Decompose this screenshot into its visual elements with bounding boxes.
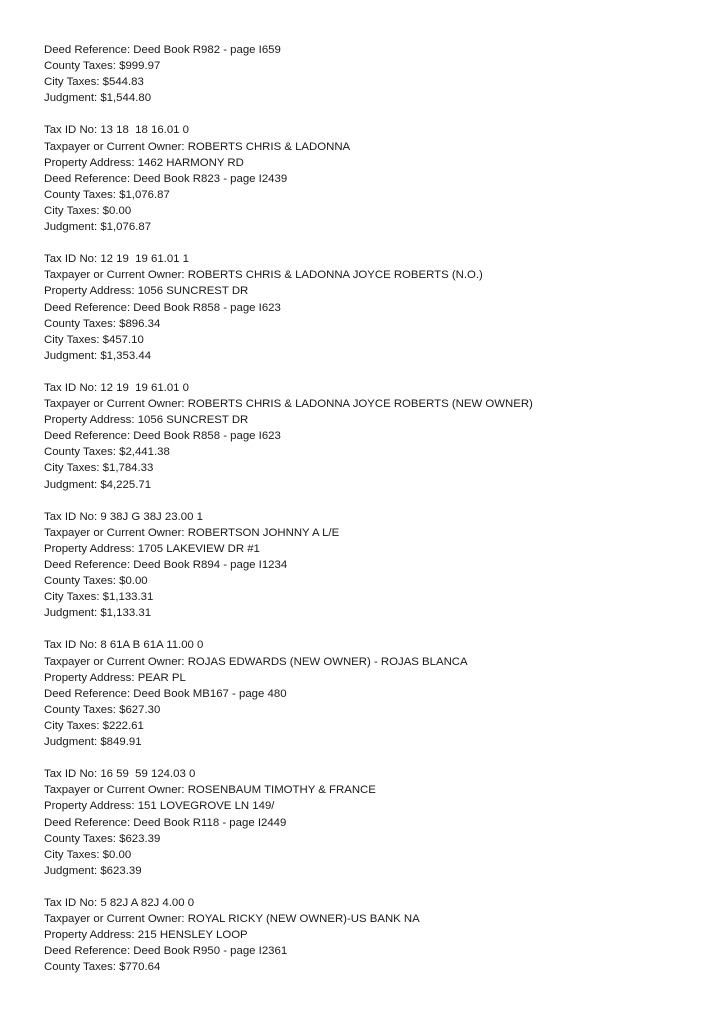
tax-id: Tax ID No: 9 38J G 38J 23.00 1 [44,510,203,523]
property-address: Property Address: 1056 SUNCREST DR [44,285,249,298]
tax-record [44,637,704,750]
tax-record [44,122,704,235]
county-taxes: County Taxes: $1,076.87 [44,188,170,201]
tax-id: Tax ID No: 13 18 18 16.01 0 [44,124,190,137]
deed-reference: Deed Reference: Deed Book R982 - page I659 [44,44,281,56]
judgment: Judgment: $4,225.71 [44,478,152,491]
deed-reference: Deed Reference: Deed Book R894 - page I1234 [44,559,288,571]
tax-id: Tax ID No: 12 19 19 61.01 1 [44,253,190,266]
county-taxes: County Taxes: $2,441.38 [44,446,170,459]
tax-record [44,509,704,622]
county-taxes: County Taxes: $896.34 [44,317,161,330]
city-taxes: City Taxes: $544.83 [44,76,144,89]
property-address: Property Address: 1705 LAKEVIEW DR #1 [44,542,260,555]
property-address: Property Address: 215 HENSLEY LOOP [44,929,248,942]
tax-id: Tax ID No: 8 61A B 61A 11.00 0 [44,639,204,652]
deed-reference: Deed Reference: Deed Book R823 - page I2439 [44,172,288,185]
taxpayer-owner: Taxpayer or Current Owner: ROBERTS CHRIS & LADONNA JOYCE ROBERTS (N.O.) [44,269,483,282]
city-taxes: City Taxes: $0.00 [44,204,132,217]
tax-record [44,380,704,493]
taxpayer-owner: Taxpayer or Current Owner: ROYAL RICKY (NEW OWNER)-US BANK NA [44,913,420,926]
taxpayer-owner: Taxpayer or Current Owner: ROBERTS CHRIS & LADONNA [44,140,351,153]
county-taxes: County Taxes: $627.30 [44,703,161,716]
tax-record [44,895,704,975]
deed-reference: Deed Reference: Deed Book R858 - page I623 [44,430,281,443]
judgment: Judgment: $1,076.87 [44,221,152,234]
taxpayer-owner: Taxpayer or Current Owner: ROBERTS CHRIS & LADONNA JOYCE ROBERTS (NEW OWNER) [44,398,533,411]
taxpayer-owner: Taxpayer or Current Owner: ROJAS EDWARDS (NEW OWNER) - ROJAS BLANCA [44,655,468,668]
judgment: Judgment: $1,544.80 [44,92,152,105]
city-taxes: City Taxes: $222.61 [44,719,144,732]
county-taxes: County Taxes: $770.64 [44,961,161,974]
judgment: Judgment: $623.39 [44,864,142,877]
judgment: Judgment: $1,133.31 [44,607,152,620]
judgment: Judgment: $849.91 [44,736,142,749]
tax-id: Tax ID No: 12 19 19 61.01 0 [44,381,190,394]
judgment: Judgment: $1,353.44 [44,349,152,362]
city-taxes: City Taxes: $0.00 [44,848,132,861]
city-taxes: City Taxes: $457.10 [44,333,144,346]
county-taxes: County Taxes: $999.97 [44,60,161,73]
city-taxes: City Taxes: $1,784.33 [44,462,154,475]
property-address: Property Address: 151 LOVEGROVE LN 149/ [44,800,275,813]
property-address: Property Address: 1056 SUNCREST DR [44,414,249,427]
tax-record [44,766,704,879]
property-address: Property Address: PEAR PL [44,671,186,684]
tax-record [44,251,704,364]
tax-id: Tax ID No: 5 82J A 82J 4.00 0 [44,896,195,909]
property-address: Property Address: 1462 HARMONY RD [44,156,244,169]
taxpayer-owner: Taxpayer or Current Owner: ROBERTSON JOHNNY A L/E [44,526,340,539]
deed-reference: Deed Reference: Deed Book R858 - page I623 [44,301,281,314]
county-taxes: County Taxes: $623.39 [44,832,161,845]
tax-record [44,42,704,106]
county-taxes: County Taxes: $0.00 [44,575,148,588]
taxpayer-owner: Taxpayer or Current Owner: ROSENBAUM TIMOTHY & FRANCE [44,784,376,797]
deed-reference: Deed Reference: Deed Book R950 - page I2361 [44,945,288,958]
tax-id: Tax ID No: 16 59 59 124.03 0 [44,768,196,781]
city-taxes: City Taxes: $1,133.31 [44,591,154,604]
document-page [44,42,704,992]
deed-reference: Deed Reference: Deed Book R118 - page I2449 [44,816,287,829]
deed-reference: Deed Reference: Deed Book MB167 - page 480 [44,687,287,700]
